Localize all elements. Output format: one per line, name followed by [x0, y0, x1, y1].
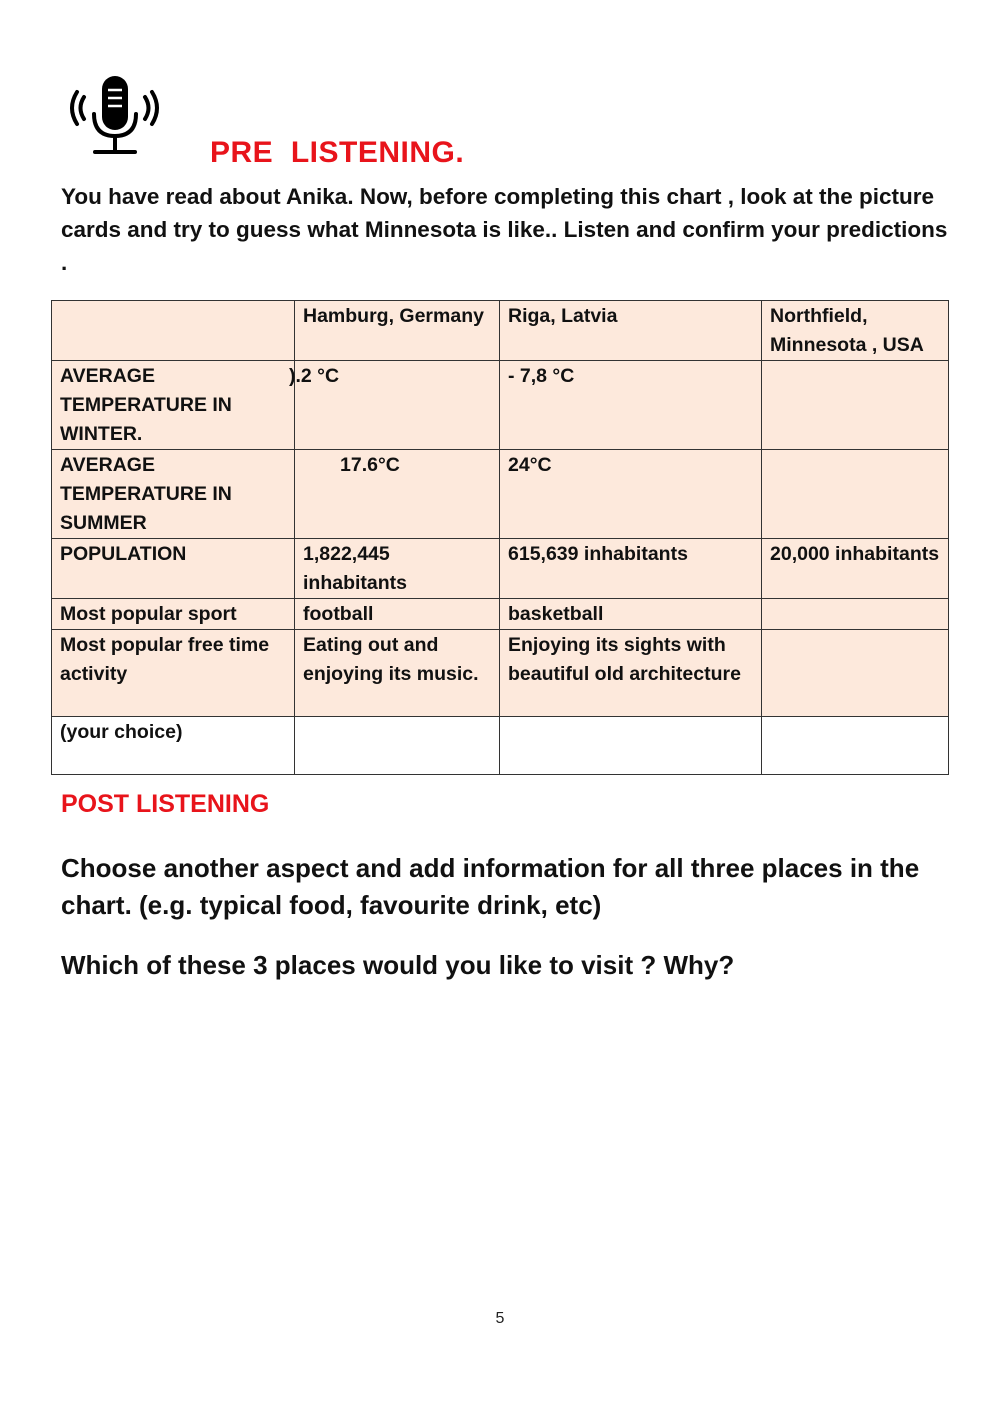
table-cell: [289, 361, 500, 450]
header-cell-hamburg: Hamburg, Germany: [295, 301, 500, 361]
table-cell-text: 17.6°C: [340, 454, 400, 476]
table-cell-text: ).2 °C: [289, 365, 340, 387]
header-cell-northfield: Northfield, Minnesota , USA: [762, 301, 949, 361]
chart-header-row: [52, 301, 949, 361]
header-cell-riga: Riga, Latvia: [500, 301, 762, 361]
table-row: [52, 450, 949, 539]
table-cell[interactable]: [762, 450, 949, 539]
question-1: Choose another aspect and add information for all three places in the chart. (e.g. typical food, favourite drink, etc): [61, 853, 920, 920]
table-cell: Enjoying its sights with beautiful old architecture: [500, 630, 762, 717]
table-cell: [295, 450, 500, 539]
table-cell: 20,000 inhabitants: [762, 539, 949, 599]
table-cell: 24°C: [500, 450, 762, 539]
table-cell: 1,822,445 inhabitants: [295, 539, 500, 599]
post-listening-title: POST LISTENING: [61, 790, 270, 818]
row-label: AVERAGE TEMPERATURE IN SUMMER: [52, 450, 295, 539]
table-cell[interactable]: [762, 630, 949, 717]
table-cell: - 7,8 °C: [500, 361, 762, 450]
table-row: [52, 717, 949, 775]
table-cell[interactable]: [762, 599, 949, 630]
pre-listening-title: PRE LISTENING.: [210, 136, 465, 169]
row-label: Most popular sport: [52, 599, 295, 630]
table-cell[interactable]: [500, 717, 762, 775]
question-2: Which of these 3 places would you like to visit ? Why?: [61, 950, 735, 980]
instructions: You have read about Anika. Now, before completing this chart , look at the picture cards and try to guess what Minnesota is like.. Listen and confirm your predictions .: [61, 184, 948, 275]
row-label: AVERAGE TEMPERATURE IN WINTER.: [52, 361, 295, 450]
table-cell: 615,639 inhabitants: [500, 539, 762, 599]
table-row: [52, 539, 949, 599]
table-row: [52, 630, 949, 717]
table-cell[interactable]: [762, 717, 949, 775]
row-label: POPULATION: [52, 539, 295, 599]
comparison-chart: [51, 300, 949, 775]
table-cell: basketball: [500, 599, 762, 630]
microphone-icon: [62, 70, 166, 160]
table-row: [52, 599, 949, 630]
header-cell-empty: [52, 301, 295, 361]
table-cell[interactable]: [295, 717, 500, 775]
row-label: Most popular free time activity: [52, 630, 295, 717]
table-cell[interactable]: [762, 361, 949, 450]
row-label: (your choice): [52, 717, 295, 775]
table-cell: Eating out and enjoying its music.: [295, 630, 500, 717]
page-number: 5: [495, 1310, 505, 1327]
table-row: [52, 361, 949, 450]
table-cell: football: [295, 599, 500, 630]
